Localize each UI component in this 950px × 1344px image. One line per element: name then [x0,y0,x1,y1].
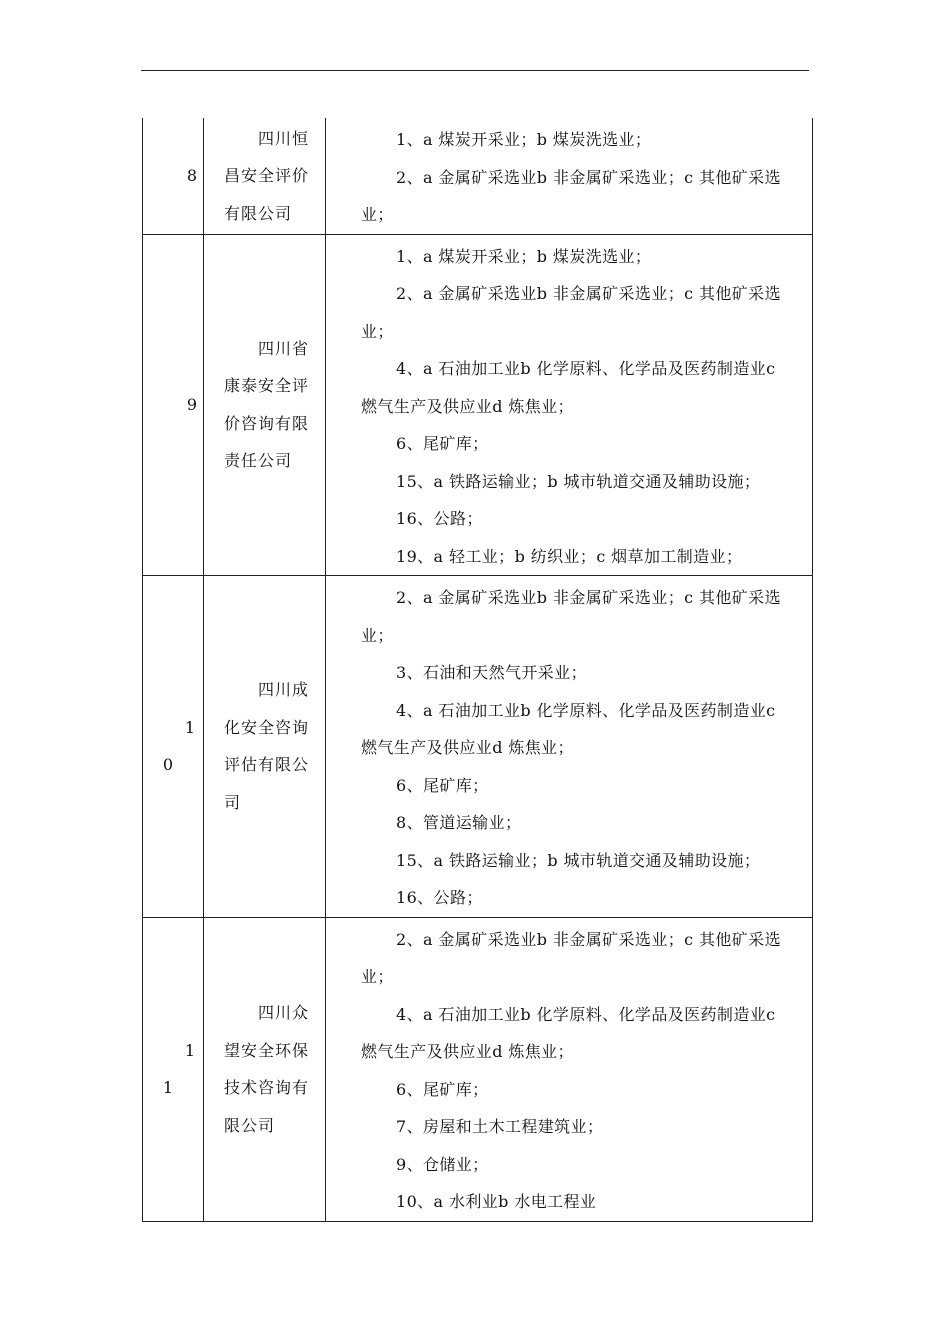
scope-item: 15、a 铁路运输业；b 城市轨道交通及辅助设施； [396,471,761,491]
scope-item: 16、公路； [396,509,483,528]
scope-item: 3、石油和天然气开采业； [396,663,587,682]
scope-item: 6、尾矿库； [396,1079,489,1099]
row-number-cell [143,118,204,234]
row-number-cell [143,234,204,576]
agency-name: 四川成化安全咨询评估有限公司 [224,680,310,812]
scope-item: 16、公路； [396,888,483,907]
table-row [143,576,813,918]
scope-item: 燃气生产及供应业d 炼焦业； [361,738,574,757]
scope-item: 7、房屋和土木工程建筑业； [396,1117,604,1136]
agency-name-cell [204,576,326,918]
scope-item: 10、a 水利业b 水电工程业 [396,1192,597,1211]
table-row [143,917,813,1221]
agency-name: 四川众望安全环保技术咨询有限公司 [224,1003,310,1135]
scope-item: 1、a 煤炭开采业；b 煤炭洗选业； [396,130,652,149]
row-number: 8 [186,166,197,186]
scope-item: 2、a 金属矿采选业b 非金属矿采选业；c 其他矿采选 [396,929,781,949]
scope-item: 4、a 石油加工业b 化学原料、化学品及医药制造业c [396,359,776,378]
business-scope-cell [326,576,813,918]
row-number-cell [143,917,204,1221]
table-row [143,118,813,234]
scope-item: 燃气生产及供应业d 炼焦业； [361,396,574,416]
table-row [143,234,813,576]
row-number-cell [143,576,204,918]
business-scope-cell [326,118,813,234]
agency-name: 四川省康泰安全评价咨询有限责任公司 [224,338,310,471]
row-number: 1 [184,1041,196,1060]
business-scope-cell [326,234,813,576]
scope-item: 2、a 金属矿采选业b 非金属矿采选业；c 其他矿采选 [396,588,781,607]
scope-item: 业； [361,321,394,341]
row-number: 9 [186,395,197,415]
agency-name-cell [204,234,326,576]
business-scope-cell [326,917,813,1221]
scope-item: 2、a 金属矿采选业b 非金属矿采选业；c 其他矿采选 [396,284,781,303]
header-rule [141,70,809,71]
scope-item: 9、仓储业； [396,1154,489,1174]
scope-item: 1、a 煤炭开采业；b 煤炭洗选业； [396,246,652,266]
agency-name-cell [204,118,326,234]
row-number: 1 [162,1078,174,1097]
scope-item: 4、a 石油加工业b 化学原料、化学品及医药制造业c [396,1004,776,1024]
scope-item: 业； [361,205,394,224]
scope-item: 6、尾矿库； [396,434,489,453]
scope-item: 业； [361,967,394,986]
agency-table-body [143,118,813,1221]
agency-table [142,118,813,1222]
scope-item: 6、尾矿库； [396,775,489,795]
row-number: 1 [184,718,196,738]
scope-item: 4、a 石油加工业b 化学原料、化学品及医药制造业c [396,700,776,720]
scope-item: 19、a 轻工业；b 纺织业；c 烟草加工制造业； [396,546,743,566]
scope-item: 燃气生产及供应业d 炼焦业； [361,1042,574,1061]
agency-name-cell [204,917,326,1221]
row-number: 0 [162,755,174,775]
scope-item: 2、a 金属矿采选业b 非金属矿采选业；c 其他矿采选 [396,167,781,187]
scope-item: 15、a 铁路运输业；b 城市轨道交通及辅助设施； [396,850,761,870]
agency-name: 四川恒昌安全评价有限公司 [224,128,310,223]
scope-item: 业； [361,625,394,645]
scope-item: 8、管道运输业； [396,813,522,832]
